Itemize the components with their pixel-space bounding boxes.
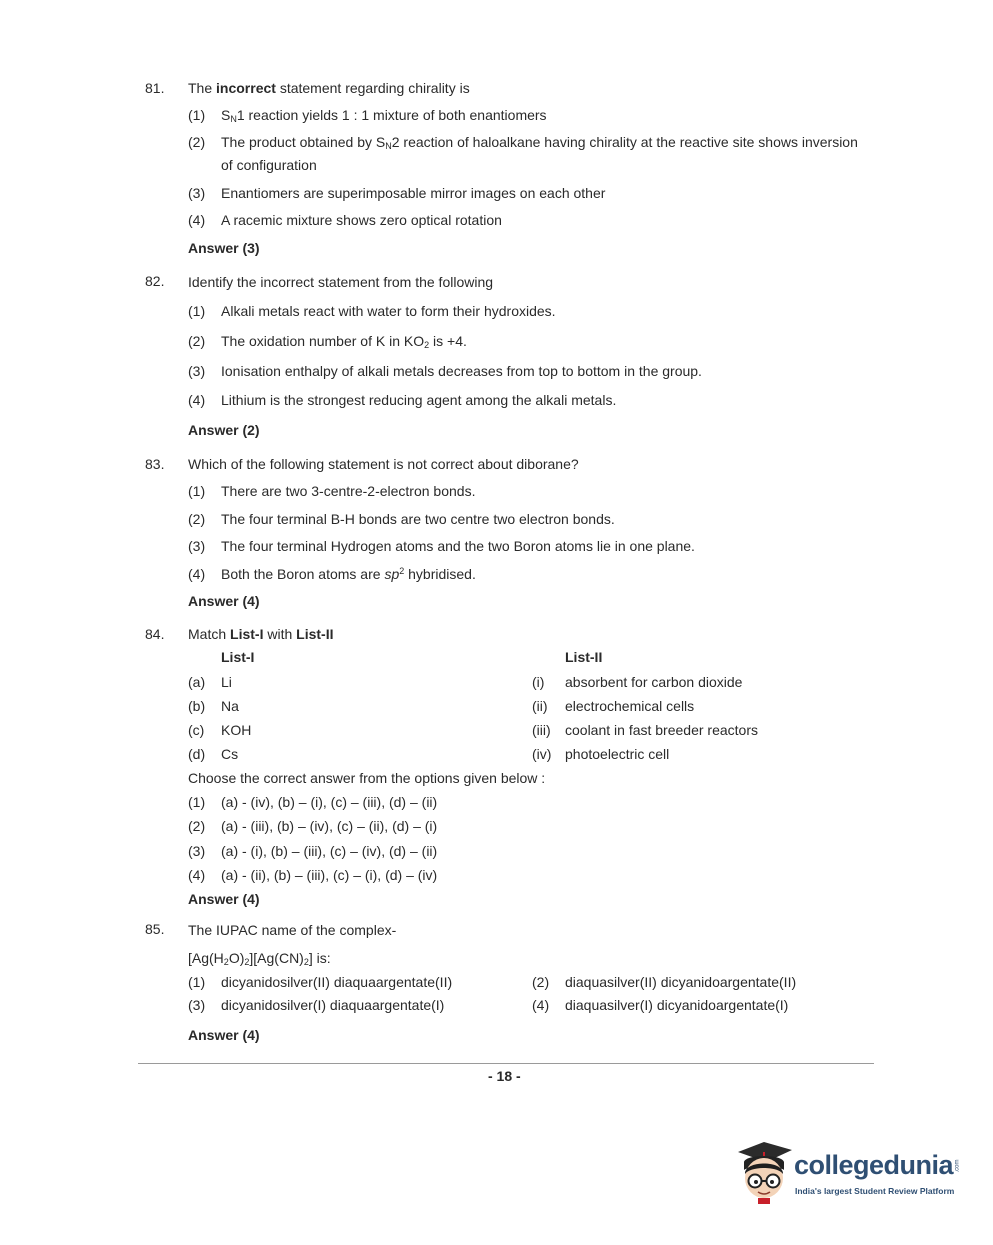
choose-instruction: Choose the correct answer from the options given below : [188, 770, 546, 786]
option-text: diaquasilver(II) dicyanidoargentate(II) [565, 974, 797, 990]
list-2-key: (ii) [532, 698, 548, 714]
option-text: The four terminal B-H bonds are two centre two electron bonds. [221, 511, 615, 527]
option-number: (1) [188, 107, 206, 123]
answer: Answer (3) [188, 240, 260, 256]
question-stem: Which of the following statement is not correct about diborane? [188, 456, 579, 472]
question-stem: The IUPAC name of the complex- [188, 922, 397, 938]
option-text: (a) - (i), (b) – (iii), (c) – (iv), (d) – (ii) [221, 843, 438, 859]
brand-tld: .com [954, 1159, 961, 1173]
list-2-item: coolant in fast breeder reactors [565, 722, 758, 738]
option-text: dicyanidosilver(I) diaquaargentate(I) [221, 997, 445, 1013]
list-1-key: (c) [188, 722, 205, 738]
list-1-key: (b) [188, 698, 206, 714]
option-number: (2) [188, 818, 206, 834]
option-number: (4) [188, 867, 206, 883]
option-text: Enantiomers are superimposable mirror images on each other [221, 185, 606, 201]
option-number: (1) [188, 794, 206, 810]
question-number: 85. [145, 921, 165, 937]
question-number: 83. [145, 456, 165, 472]
question-stem: The incorrect statement regarding chirality is [188, 80, 470, 96]
question-stem: Identify the incorrect statement from the following [188, 274, 494, 290]
option-number: (2) [188, 134, 206, 150]
option-text: diaquasilver(I) dicyanidoargentate(I) [565, 997, 789, 1013]
option-number: (3) [188, 843, 206, 859]
list-1-item: Cs [221, 746, 239, 762]
list-1-key: (d) [188, 746, 206, 762]
question-stem: Match List-I with List-II [188, 626, 334, 642]
option-text: Alkali metals react with water to form their hydroxides. [221, 303, 556, 319]
answer: Answer (4) [188, 1027, 260, 1043]
option-number: (3) [188, 363, 206, 379]
list-1-key: (a) [188, 674, 206, 690]
brand-tagline: India's largest Student Review Platform [795, 1186, 955, 1196]
question-number: 82. [145, 273, 165, 289]
list-2-item: photoelectric cell [565, 746, 670, 762]
option-text: (a) - (ii), (b) – (iii), (c) – (i), (d) – (iv) [221, 867, 438, 883]
option-number: (3) [188, 538, 206, 554]
option-number: (2) [188, 511, 206, 527]
list-1-title: List-I [221, 649, 255, 665]
list-2-key: (iii) [532, 722, 551, 738]
complex-formula: $[Ag(H_2O)_2][Ag(CN)_2]$ is: [188, 950, 331, 967]
option-text: (a) - (iii), (b) – (iv), (c) – (ii), (d) – (i) [221, 818, 438, 834]
option-number: (3) [188, 997, 206, 1013]
question-number: 81. [145, 80, 165, 96]
option-text-continued: of configuration [221, 157, 317, 173]
option-text: A racemic mixture shows zero optical rotation [221, 212, 502, 228]
option-number: (1) [188, 483, 206, 499]
option-text: The product obtained by $S_N2$ reaction of haloalkane having chirality at the reactive site shows inversion [221, 134, 858, 151]
option-number: (2) [188, 333, 206, 349]
option-number: (3) [188, 185, 206, 201]
option-number: (4) [188, 566, 206, 582]
option-number: (1) [188, 974, 206, 990]
option-text: Lithium is the strongest reducing agent among the alkali metals. [221, 392, 617, 408]
list-2-item: absorbent for carbon dioxide [565, 674, 743, 690]
option-text: Both the Boron atoms are $sp^2$ hybridised. [221, 566, 476, 582]
list-2-item: electrochemical cells [565, 698, 695, 714]
list-2-key: (i) [532, 674, 545, 690]
list-1-item: Na [221, 698, 239, 714]
option-number: (4) [188, 392, 206, 408]
list-2-title: List-II [565, 649, 603, 665]
option-text: There are two 3-centre-2-electron bonds. [221, 483, 476, 499]
answer: Answer (4) [188, 891, 260, 907]
option-text: Ionisation enthalpy of alkali metals decreases from top to bottom in the group. [221, 363, 702, 379]
mascot-logo-icon [734, 1136, 794, 1208]
option-number: (2) [532, 974, 550, 990]
question-number: 84. [145, 626, 165, 642]
option-number: (4) [532, 997, 550, 1013]
brand-name: collegedunia [794, 1150, 954, 1180]
footer-divider [138, 1063, 874, 1064]
option-text: (a) - (iv), (b) – (i), (c) – (iii), (d) – (ii) [221, 794, 438, 810]
option-number: (1) [188, 303, 206, 319]
option-text: The four terminal Hydrogen atoms and the two Boron atoms lie in one plane. [221, 538, 695, 554]
option-text: The oxidation number of K in $KO_2$ is +4. [221, 333, 467, 350]
option-text: $S_N1$ reaction yields 1 : 1 mixture of both enantiomers [221, 107, 547, 124]
option-text: dicyanidosilver(II) diaquaargentate(II) [221, 974, 453, 990]
list-1-item: Li [221, 674, 232, 690]
page-number: - 18 - [488, 1068, 521, 1084]
answer: Answer (2) [188, 422, 260, 438]
list-2-key: (iv) [532, 746, 552, 762]
option-number: (4) [188, 212, 206, 228]
answer: Answer (4) [188, 593, 260, 609]
list-1-item: KOH [221, 722, 252, 738]
